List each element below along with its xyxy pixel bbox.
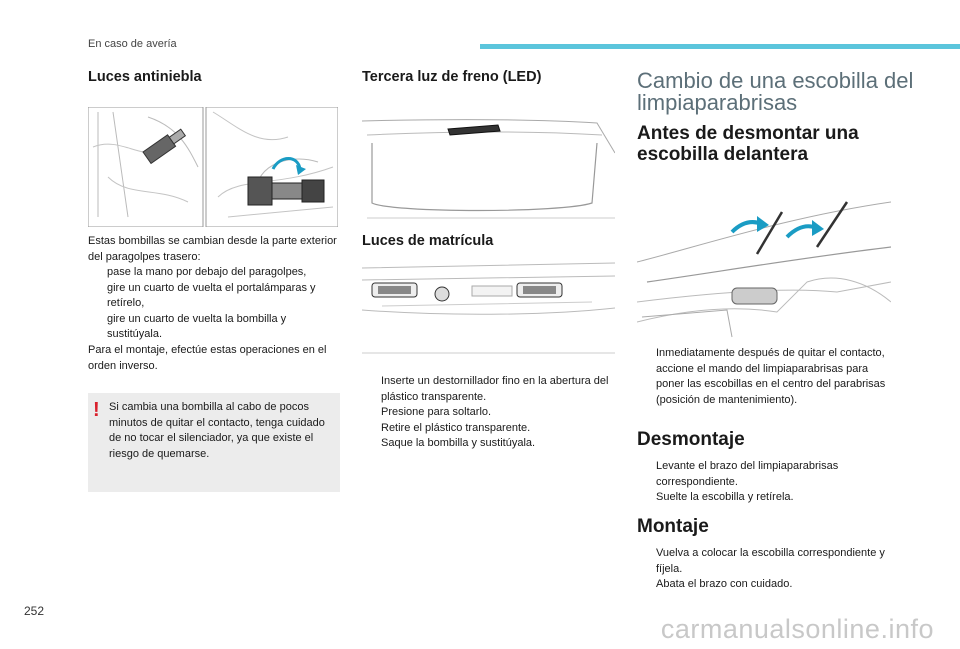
list-item: Saque la bombilla y sustitúyala. bbox=[381, 437, 536, 449]
list-item: Vuelva a colocar la escobilla correspondiente y fíjela. bbox=[656, 547, 885, 575]
warning-text: Si cambia una bombilla al cabo de pocos minutos de quitar el contacto, tenga cuidado de no tocar el silenciador, ya que existe el riesgo de quemarse. bbox=[109, 401, 325, 460]
fog-lights-outro: Para el montaje, efectúe estas operaciones en el orden inverso. bbox=[88, 344, 327, 372]
wiper-illustration bbox=[637, 192, 891, 342]
fog-light-illustration bbox=[88, 107, 338, 227]
fog-lights-heading: Luces antiniebla bbox=[88, 69, 202, 85]
wiper-heading: Cambio de una escobilla del limpiaparabrisas bbox=[637, 68, 914, 115]
brake-light-illustration bbox=[362, 113, 615, 223]
fog-lights-intro: Estas bombillas se cambian desde la parte exterior del paragolpes trasero: bbox=[88, 235, 337, 263]
page-number: 252 bbox=[24, 604, 45, 618]
plate-lights-heading: Luces de matrícula bbox=[362, 233, 494, 249]
removal-steps bbox=[637, 459, 887, 506]
warning-box bbox=[88, 393, 340, 492]
list-item: Presione para soltarlo. bbox=[381, 406, 492, 418]
list-item: gire un cuarto de vuelta el portalámparas y retírelo, bbox=[107, 281, 316, 309]
removal-heading: Desmontaje bbox=[637, 429, 745, 450]
list-item: Inmediatamente después de quitar el contacto, accione el mando del limpiaparabrisas para poner las escobillas en el centro del parabrisas (posición de mantenimiento). bbox=[656, 347, 886, 406]
third-brake-light-heading: Tercera luz de freno (LED) bbox=[362, 69, 542, 85]
list-item: Abata el brazo con cuidado. bbox=[656, 578, 793, 590]
fog-lights-steps bbox=[88, 265, 343, 343]
header-accent-bar bbox=[480, 44, 960, 49]
list-item: Suelte la escobilla y retírela. bbox=[656, 491, 794, 503]
running-header: En caso de avería bbox=[88, 38, 177, 50]
exclamation-icon: ! bbox=[93, 399, 100, 421]
before-removal-steps bbox=[637, 346, 887, 408]
plate-lights-steps bbox=[362, 374, 617, 452]
list-item: gire un cuarto de vuelta la bombilla y sustitúyala. bbox=[107, 312, 287, 340]
before-removal-heading: Antes de desmontar una escobilla delantera bbox=[637, 123, 859, 165]
list-item: Levante el brazo del limpiaparabrisas correspondiente. bbox=[656, 460, 839, 488]
installation-steps bbox=[637, 546, 887, 593]
plate-light-illustration bbox=[362, 258, 615, 368]
list-item: Inserte un destornillador fino en la abertura del plástico transparente. bbox=[381, 375, 609, 403]
list-item: Retire el plástico transparente. bbox=[381, 421, 531, 434]
watermark: carmanualsonline.info bbox=[660, 614, 934, 644]
installation-heading: Montaje bbox=[637, 516, 709, 537]
list-item: pase la mano por debajo del paragolpes, bbox=[107, 266, 307, 278]
